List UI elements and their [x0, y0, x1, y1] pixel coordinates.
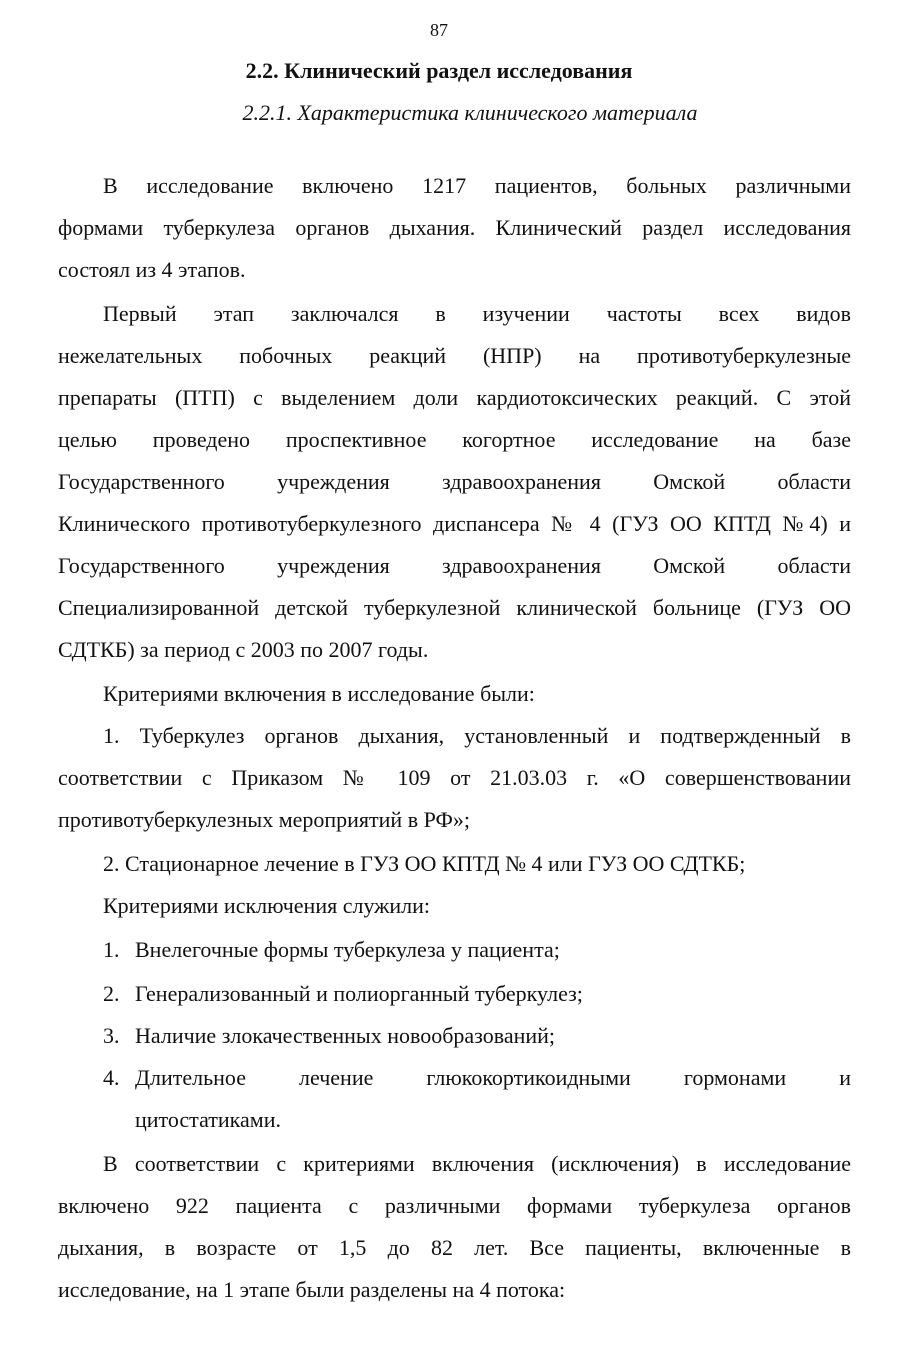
list-item-text: Генерализованный и полиорганный туберкулез;	[135, 981, 583, 1006]
paragraph-line: дыхания, в возрасте от 1,5 до 82 лет. Все пациенты, включенные в	[58, 1235, 851, 1260]
list-item-number: 3.	[103, 1023, 120, 1048]
list-item-text: Внелегочные формы туберкулеза у пациента;	[135, 937, 560, 962]
paragraph-line: препараты (ПТП) с выделением доли кардиотоксических реакций. С этой	[58, 385, 851, 410]
paragraph-line: В соответствии с критериями включения (исключения) в исследование	[103, 1151, 851, 1176]
paragraph-line: В исследование включено 1217 пациентов, больных различными	[103, 173, 851, 198]
list-item-number: 1.	[103, 937, 120, 962]
list-item-text: Длительное лечение глюкокортикоидными гормонами и	[135, 1065, 851, 1090]
paragraph-line: Критериями включения в исследование были:	[103, 681, 535, 706]
list-item-continuation: цитостатиками.	[135, 1107, 281, 1132]
section-title: 2.2. Клинический раздел исследования	[245, 58, 633, 83]
paragraph-line: нежелательных побочных реакций (НПР) на противотуберкулезные	[58, 343, 851, 368]
list-item-number: 2.	[103, 981, 120, 1006]
paragraph-line: Критериями исключения служили:	[103, 893, 431, 918]
paragraph-line: исследование, на 1 этапе были разделены на 4 потока:	[58, 1277, 566, 1302]
paragraph-line: 1. Туберкулез органов дыхания, установленный и подтвержденный в	[103, 723, 851, 748]
paragraph-line: состоял из 4 этапов.	[58, 257, 246, 282]
paragraph-line: СДТКБ) за период с 2003 по 2007 годы.	[58, 637, 429, 662]
paragraph-line: Специализированной детской туберкулезной клинической больнице (ГУЗ ОО	[58, 595, 851, 620]
paragraph-line: Первый этап заключался в изучении частоты всех видов	[103, 301, 851, 326]
paragraph-line: соответствии с Приказом № 109 от 21.03.03 г. «О совершенствовании	[58, 765, 851, 790]
subsection-title: 2.2.1. Характеристика клинического материала	[242, 100, 698, 125]
paragraph-line: Государственного учреждения здравоохранения Омской области	[58, 553, 851, 578]
paragraph-line: противотуберкулезных мероприятий в РФ»;	[58, 807, 470, 832]
list-item-text: Наличие злокачественных новообразований;	[135, 1023, 556, 1048]
paragraph-line: целью проведено проспективное когортное исследование на базе	[58, 427, 851, 452]
paragraph-line: 2. Стационарное лечение в ГУЗ ОО КПТД № 4 или ГУЗ ОО СДТКБ;	[103, 851, 746, 876]
list-item-number: 4.	[103, 1065, 120, 1090]
paragraph-line: формами туберкулеза органов дыхания. Клинический раздел исследования	[58, 215, 851, 240]
page-number: 87	[430, 20, 448, 40]
paragraph-line: включено 922 пациента с различными формами туберкулеза органов	[58, 1193, 851, 1218]
paragraph-line: Клинического противотуберкулезного диспансера № 4 (ГУЗ ОО КПТД №4) и	[58, 511, 851, 536]
paragraph-line: Государственного учреждения здравоохранения Омской области	[58, 469, 851, 494]
